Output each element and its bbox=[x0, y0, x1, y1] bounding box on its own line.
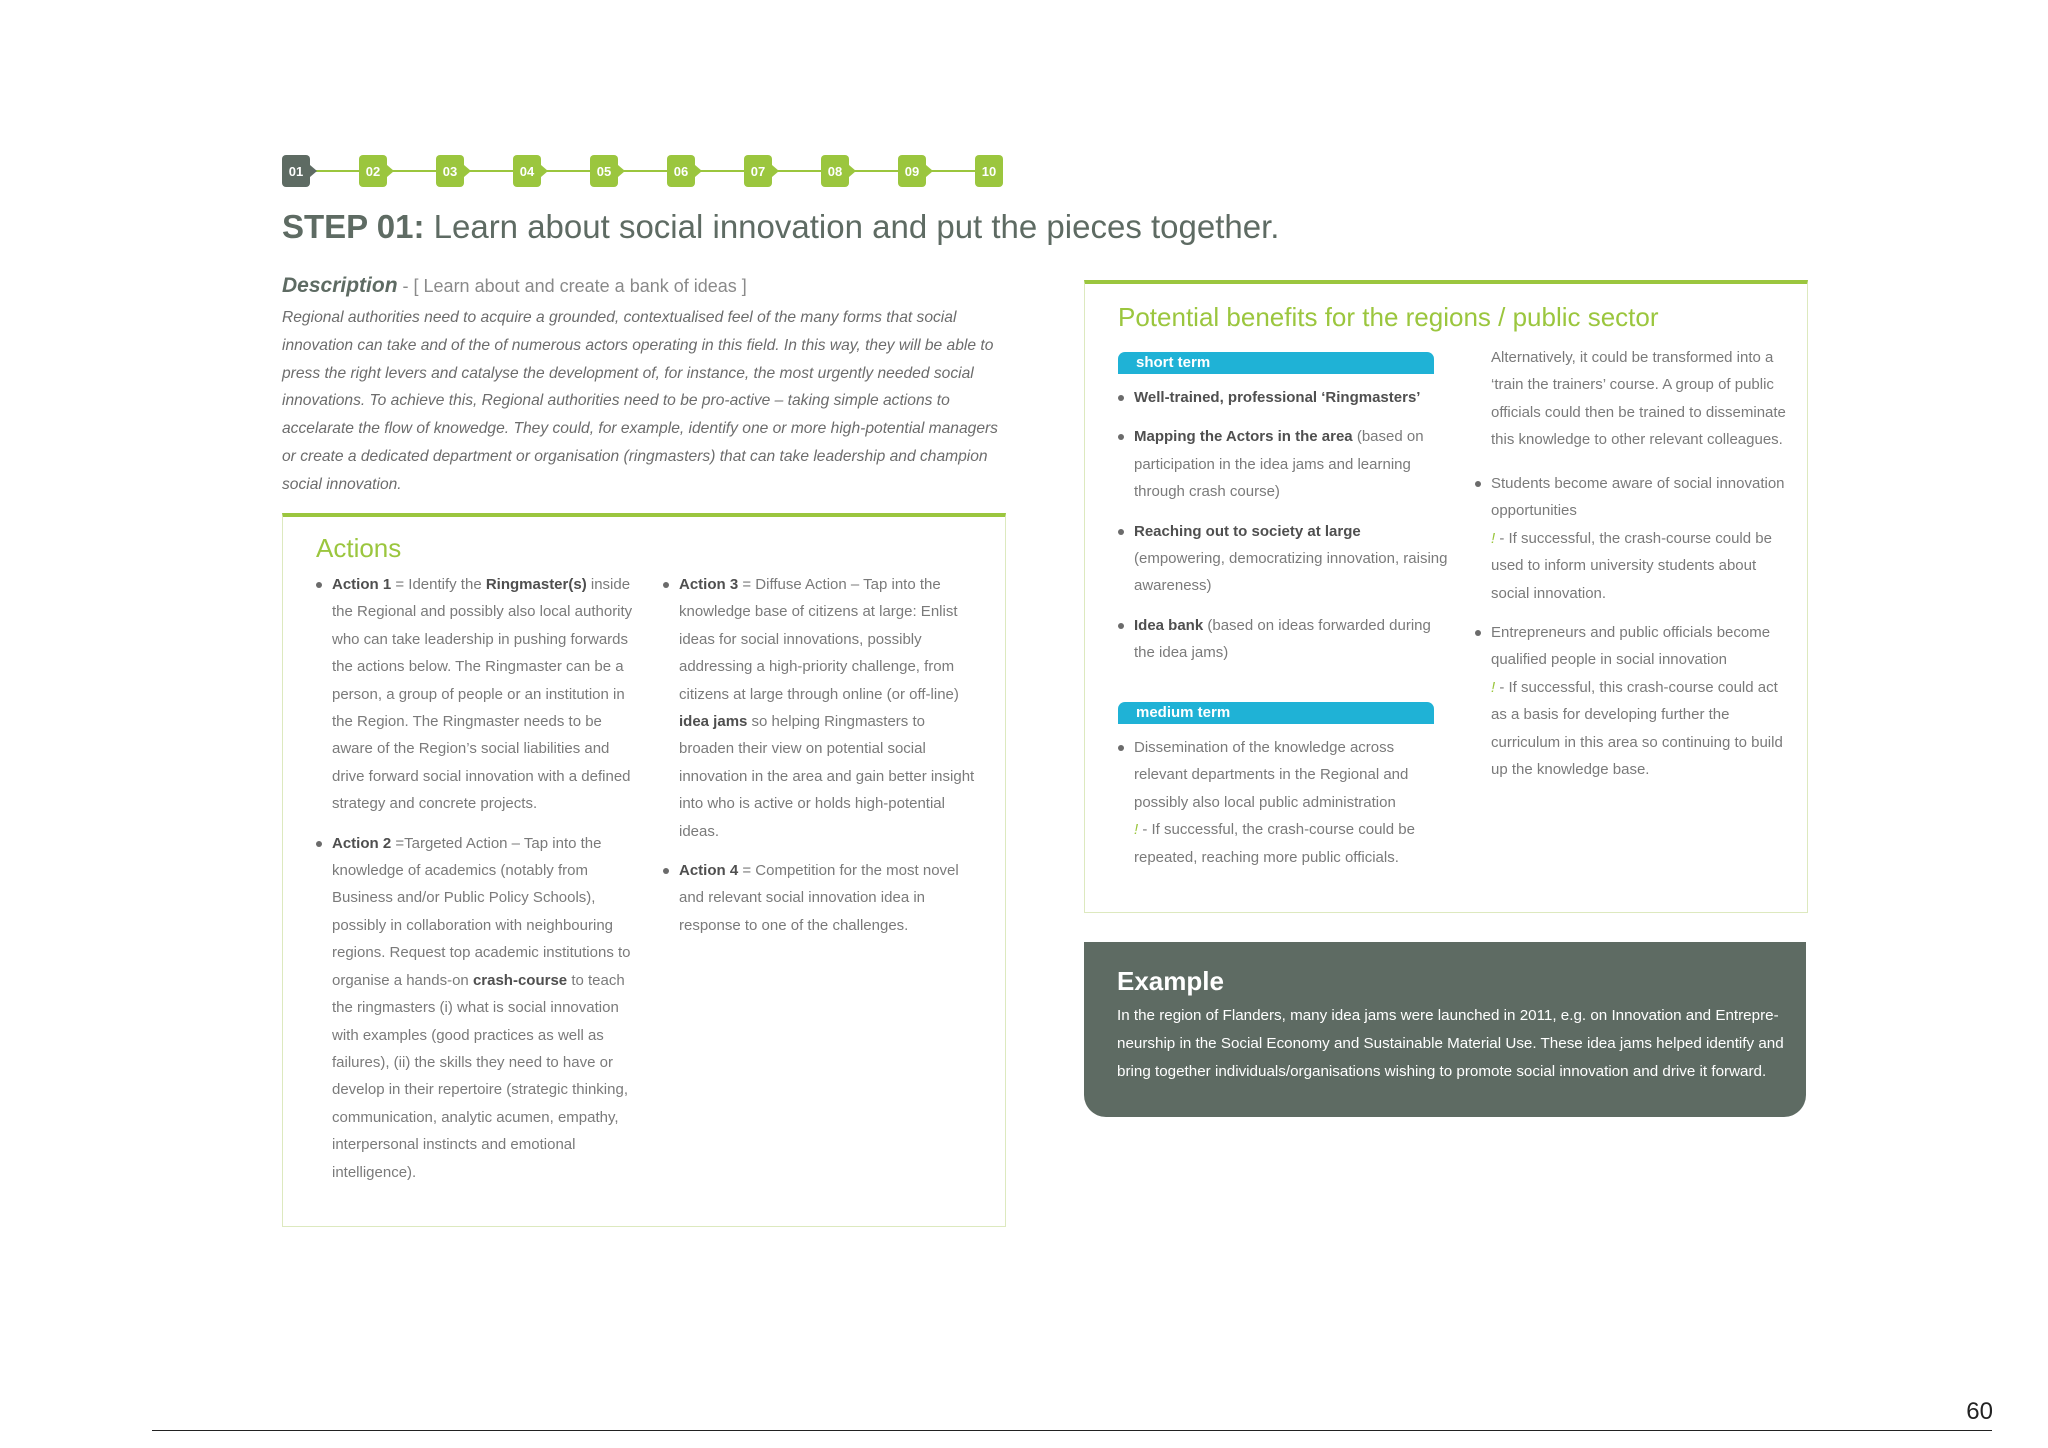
description-subtitle: [ Learn about and create a bank of ideas ] bbox=[413, 276, 747, 296]
action-1-bold: Ringmaster(s) bbox=[485, 576, 587, 593]
step-badge-04: 04 bbox=[513, 155, 541, 187]
benefits-list-right bbox=[1475, 470, 1793, 795]
step-badge-02: 02 bbox=[359, 155, 387, 187]
page-title-step: STEP 01: bbox=[282, 208, 425, 245]
benefit-idea-bank-text: (based on ideas forwarded during the idea jams) bbox=[1134, 616, 1431, 662]
action-2-text-a: =Targeted Action – Tap into the knowledge of academics (notably from Business and/or Public Policy Schools), possibly in collaboration with neighbouring regions. Request top academic institutions to organise a hands-on bbox=[332, 834, 631, 989]
step-badge-05: 05 bbox=[590, 155, 618, 187]
benefit-mapping bbox=[1118, 423, 1448, 505]
action-3 bbox=[663, 571, 981, 845]
benefit-mapping-text: (based on participation in the idea jams and learning through crash course) bbox=[1134, 428, 1424, 501]
benefit-idea-bank bbox=[1118, 612, 1448, 667]
step-badge-06: 06 bbox=[667, 155, 695, 187]
action-3-bold: idea jams bbox=[679, 713, 748, 731]
benefit-students-note: - If successful, the crash-course could be used to inform university students about social innovation. bbox=[1491, 529, 1772, 602]
step-track-line bbox=[292, 170, 994, 172]
description-body: Regional authorities need to acquire a grounded, contextualised feel of the many forms that social innovation can take and of the of numerous actors operating in this field. In this way, they will be able to press the right levers and catalyse the development of, for instance, the most urgently needed social innovations. To achieve this, Regional authorities need to be pro-active – taking simple actions to accelarate the flow of knowedge. They could, for example, identify one or more high-potential managers or create a dedicated department or organisation (ringmasters) that can take leadership and champion social innovation. bbox=[282, 309, 998, 493]
actions-list-right bbox=[663, 571, 981, 951]
step-badge-10: 10 bbox=[975, 155, 1003, 187]
benefit-reaching-out-bold: Reaching out to society at large bbox=[1134, 522, 1361, 540]
benefit-entrepreneurs bbox=[1475, 619, 1793, 783]
benefits-box bbox=[1084, 280, 1808, 913]
example-body: In the region of Flanders, many idea jams were launched in 2011, e.g. on Innovation and Entrepre-neurship in the Social Economy and Sustainable Material Use. These idea jams helped identify and bring together individuals/organisations wishing to promote social innovation and drive it forward. bbox=[1117, 1007, 1784, 1080]
action-2 bbox=[316, 830, 634, 1186]
page-title-text: Learn about social innovation and put the pieces together. bbox=[424, 208, 1280, 245]
step-badge-07: 07 bbox=[744, 155, 772, 187]
benefit-reaching-out bbox=[1118, 518, 1448, 600]
actions-title: Actions bbox=[316, 533, 402, 563]
action-4-text: = Competition for the most novel and relevant social innovation idea in response to one of the challenges. bbox=[679, 862, 959, 934]
example-title: Example bbox=[1117, 966, 1224, 996]
example-box bbox=[1084, 942, 1806, 1117]
benefits-title: Potential benefits for the regions / public sector bbox=[1118, 302, 1659, 332]
step-badge-03: 03 bbox=[436, 155, 464, 187]
benefit-mapping-bold: Mapping the Actors in the area bbox=[1134, 428, 1353, 446]
action-4 bbox=[663, 857, 981, 939]
exclamation-mark: ! bbox=[1491, 678, 1496, 696]
footer-rule bbox=[152, 1430, 1992, 1431]
action-1 bbox=[316, 571, 634, 818]
description-label: Description bbox=[282, 274, 398, 297]
actions-box bbox=[282, 513, 1006, 1227]
page-title bbox=[282, 208, 1279, 246]
page-number: 60 bbox=[1966, 1398, 1993, 1425]
step-badge-01: 01 bbox=[282, 155, 310, 187]
benefit-entrepreneurs-text: Entrepreneurs and public officials become qualified people in social innovation bbox=[1491, 624, 1771, 669]
benefit-ringmasters-text: Well-trained, professional ‘Ringmasters’ bbox=[1134, 389, 1421, 406]
short-term-list bbox=[1118, 384, 1448, 679]
benefit-dissemination bbox=[1118, 734, 1448, 871]
action-3-text-b: so helping Ringmasters to broaden their view on potential social innovation in the area and gain better insight into who is active or holds high-potential ideas. bbox=[679, 713, 975, 840]
benefit-dissemination-note: - If successful, the crash-course could be repeated, reaching more public officials. bbox=[1134, 821, 1415, 866]
description-separator: - bbox=[397, 276, 414, 296]
benefit-idea-bank-bold: Idea bank bbox=[1134, 616, 1204, 634]
benefit-ringmasters bbox=[1118, 384, 1448, 411]
exclamation-mark: ! bbox=[1491, 529, 1496, 547]
action-1-text-b: inside the Regional and possibly also local authority who can take leadership in pushing forwards the actions below. The Ringmaster can be a person, a group of people or an institution in the Region. The Ringmaster needs to be aware of the Region’s social liabilities and drive forward social innovation with a defined strategy and concrete projects. bbox=[332, 576, 633, 813]
step-tracker bbox=[282, 155, 1004, 187]
medium-term-badge: medium term bbox=[1118, 702, 1434, 724]
benefit-reaching-out-text: (empowering, democratizing innovation, raising awareness) bbox=[1134, 550, 1448, 595]
action-1-label: Action 1 bbox=[332, 576, 392, 593]
action-1-text-a: = Identify the bbox=[391, 576, 486, 593]
action-2-text-b: to teach the ringmasters (i) what is social innovation with examples (good practices as well as failures), (ii) the skills they need to have or develop in their repertoire (strategic thinking, communication, analytic acumen, empathy, interpersonal instincts and emotional intelligence). bbox=[332, 971, 628, 1181]
actions-list-left bbox=[316, 571, 634, 1198]
action-3-label: Action 3 bbox=[679, 576, 739, 593]
action-2-bold: crash-course bbox=[472, 971, 568, 989]
benefit-entrepreneurs-note: - If successful, this crash-course could act as a basis for developing further the curriculum in this area so continuing to build up the knowledge base. bbox=[1491, 678, 1783, 779]
benefit-dissemination-text: Dissemination of the knowledge across relevant departments in the Regional and possibly also local public administration bbox=[1134, 739, 1409, 811]
benefit-students bbox=[1475, 470, 1793, 607]
description-heading bbox=[282, 274, 747, 298]
exclamation-mark: ! bbox=[1134, 821, 1139, 839]
benefits-continuation: Alternatively, it could be transformed into a ‘train the trainers’ course. A group of public officials could then be trained to disseminate this knowledge to other relevant colleagues. bbox=[1491, 349, 1786, 449]
action-3-text-a: = Diffuse Action – Tap into the knowledge base of citizens at large: Enlist ideas for social innovations, possibly addressing a high-priority challenge, from citizens at large through online (or off-line) bbox=[679, 576, 959, 703]
benefit-students-text: Students become aware of social innovation opportunities bbox=[1491, 475, 1785, 520]
step-badge-08: 08 bbox=[821, 155, 849, 187]
medium-term-list bbox=[1118, 734, 1448, 883]
step-badge-09: 09 bbox=[898, 155, 926, 187]
action-2-label: Action 2 bbox=[332, 834, 392, 852]
short-term-badge: short term bbox=[1118, 352, 1434, 374]
action-4-label: Action 4 bbox=[679, 862, 739, 880]
